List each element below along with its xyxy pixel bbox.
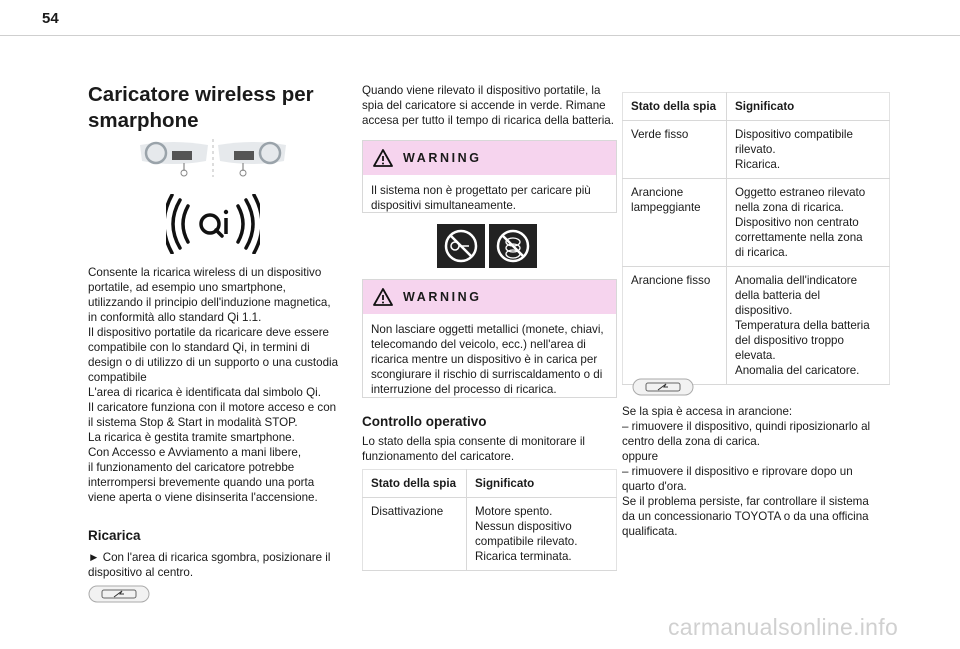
detection-paragraph: Quando viene rilevato il dispositivo portatile, la spia del caricatore si accende in verde. Rimane accesa per tutto il tempo di ricarica della batteria.	[362, 84, 614, 127]
warning-label: WARNING	[403, 151, 482, 165]
watermark: carmanualsonline.info	[668, 614, 899, 640]
warning-box-1	[362, 140, 617, 213]
intro-paragraph: Consente la ricarica wireless di un dispositivo portatile, ad esempio uno smartphone, utilizzando il principio dell'induzione magnetica, in conformità allo standard Qi 1.1. Il dispositivo portatile da ricaricare deve essere compatibile con lo standard Qi, in termini di design o di utilizzo di un supporto o una custodia compatibile L'area di ricarica è identificata dal simbolo Qi. Il caricatore funziona con il motore acceso e con il sistema Stop & Start in modalità STOP. La ricarica è gestita tramite smartphone. Con Accesso e Avviamento a mani libere, il funzionamento del caricatore potrebbe interrompersi brevemente quando una porta viene aperta o viene disinserita l'accensione.	[88, 266, 339, 504]
warning-text-2: Non lasciare oggetti metallici (monete, chiavi, telecomando del veicolo, ecc.) nell'area di ricarica mentre un dispositivo è in carica per scongiurare il rischio di surriscaldamento o di interruzione del processo di ricarica.	[371, 323, 604, 396]
table-header-row	[363, 470, 617, 498]
ricarica-heading: Ricarica	[88, 528, 141, 543]
table-header-meaning: Significato	[727, 93, 890, 121]
qi-symbol-icon	[166, 194, 260, 254]
table-cell-meaning: Oggetto estraneo rilevato nella zona di ricarica. Dispositivo non centrato correttamente nella zona di ricarica.	[727, 179, 890, 267]
table-cell-state: Verde fisso	[623, 121, 727, 179]
table-header-state: Stato della spia	[363, 470, 467, 498]
status-table-2	[622, 92, 890, 385]
status-table-1	[362, 469, 617, 571]
header-rule	[0, 35, 960, 36]
warning-label: WARNING	[403, 290, 482, 304]
table-row	[363, 498, 617, 571]
warning-triangle-icon	[373, 149, 393, 167]
table-header-row	[623, 93, 890, 121]
charger-pad-icon	[632, 378, 694, 396]
page-number: 54	[42, 10, 59, 27]
section-title: Caricatore wireless per smarphone	[88, 83, 314, 132]
ricarica-instruction: ► Con l'area di ricarica sgombra, posizionare il dispositivo al centro.	[88, 551, 331, 579]
table-cell-meaning: Motore spento. Nessun dispositivo compatibile rilevato. Ricarica terminata.	[467, 498, 617, 571]
controllo-paragraph: Lo stato della spia consente di monitorare il funzionamento del caricatore.	[362, 435, 585, 463]
controllo-heading: Controllo operativo	[362, 414, 487, 429]
warning-box-2	[362, 279, 617, 398]
orange-light-instructions: Se la spia è accesa in arancione: – rimuovere il dispositivo, quindi riposizionarlo al centro della zona di carica. oppure – rimuovere il dispositivo e riprovare dopo un quarto d'ora. Se il problema persiste, far controllare il sistema da un concessionario TOYOTA o da una officina qualificata.	[622, 405, 871, 538]
warning-header	[363, 280, 616, 314]
charger-pad-icon	[88, 585, 150, 603]
table-cell-meaning: Anomalia dell'indicatore della batteria del dispositivo. Temperatura della batteria del dispositivo troppo elevata. Anomalia del caricatore.	[727, 267, 890, 385]
table-row	[623, 267, 890, 385]
dashboard-location-illustration	[138, 137, 288, 181]
table-cell-state: Arancione fisso	[623, 267, 727, 385]
table-cell-state: Arancione lampeggiante	[623, 179, 727, 267]
warning-triangle-icon	[373, 288, 393, 306]
table-row	[623, 179, 890, 267]
table-header-state: Stato della spia	[623, 93, 727, 121]
table-header-meaning: Significato	[467, 470, 617, 498]
warning-header	[363, 141, 616, 175]
warning-text-1: Il sistema non è progettato per caricare più dispositivi simultaneamente.	[371, 184, 591, 212]
table-cell-state: Disattivazione	[363, 498, 467, 571]
no-metal-objects-icons	[437, 224, 537, 268]
table-row	[623, 121, 890, 179]
table-cell-meaning: Dispositivo compatibile rilevato. Ricarica.	[727, 121, 890, 179]
